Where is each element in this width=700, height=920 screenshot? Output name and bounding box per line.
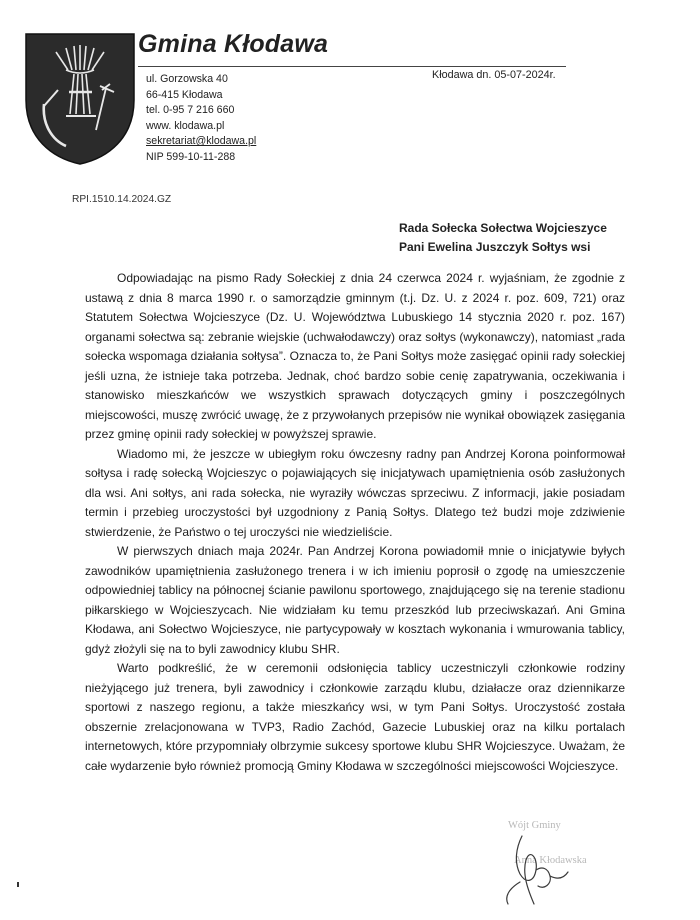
reference-number: RPI.1510.14.2024.GZ [72, 194, 172, 205]
header-divider [138, 66, 566, 67]
body-paragraph: W pierwszych dniach maja 2024r. Pan Andrzej Korona powiadomił mnie o inicjatywie byłych zawodników upamiętnienia zasłużonego trenera i w ich imieniu poprosił o zgodę na umieszczenie odpowiedniej tablicy na północnej ścianie pawilonu sportowego, znajdującego się na terenie stadionu piłkarskiego w Wojcieszycach. Nie widziałam ku temu przeszkód lub przeciwskazań. Ani Gmina Kłodawa, ani Sołectwo Wojcieszyce, nie partycypowały w kosztach wykonania i wmurowania tablicy, gdyż złożyli się na to byli zawodnicy klubu SHR. [85, 544, 625, 656]
address-postcode: 66-415 Kłodawa [146, 88, 223, 101]
address-block [146, 72, 256, 165]
address-email: sekretariat@klodawa.pl [146, 135, 257, 147]
address-nip: NIP 599-10-11-288 [146, 150, 236, 163]
letter-body [85, 269, 625, 776]
page-edge-mark [17, 882, 19, 887]
recipient-line-2: Pani Ewelina Juszczyk Sołtys wsi [399, 240, 591, 254]
body-paragraph: Warto podkreślić, że w ceremonii odsłonięcia tablicy uczestniczyli członkowie rodziny nieżyjącego już trenera, byli zawodnicy i członkowie zarządu klubu, działacze oraz dziennikarze sportowi z naszego regionu, a także mieszkańcy wsi, w tym Pani Sołtys. Uroczystość została obszernie zrelacjonowana w TVP3, Radio Zachód, Gazecie Lubuskiej oraz na kilku portalach internetowych, które przypomniały olbrzymie sukcesy sportowe klubu SHR Wojcieszyce. Uważam, że całe wydarzenie było również promocją Gminy Kłodawa w szczególności miejscowości Wojcieszyce. [85, 661, 625, 773]
address-phone: tel. 0-95 7 216 660 [146, 104, 235, 116]
handwritten-signature [480, 818, 600, 910]
address-street: ul. Gorzowska 40 [146, 73, 228, 85]
signature-stamp-title: Wójt Gminy [508, 820, 561, 831]
org-name: Gmina Kłodawa [138, 30, 329, 58]
address-website: www. klodawa.pl [146, 119, 225, 132]
recipient-line-1: Rada Sołecka Sołectwa Wojcieszyce [399, 221, 607, 235]
coat-of-arms-logo [22, 30, 138, 166]
body-paragraph: Odpowiadając na pismo Rady Sołeckiej z dnia 24 czerwca 2024 r. wyjaśniam, że zgodnie z ustawą z dnia 8 marca 1990 r. o samorządzie gminnym (t.j. Dz. U. z 2024 r. poz. 609, 721) oraz Statutem Sołectwa Wojcieszyce (Dz. U. Województwa Lubuskiego 14 stycznia 2020 r. poz. 167) organami sołectwa są: zebranie wiejskie (uchwałodawczy) oraz sołtys (wykonawczy), natomiast „rada sołecka wspomaga działania sołtysa”. Oznacza to, że Pani Sołtys może zasięgać opinii rady sołeckiej jeśli uzna, że istnieje taka potrzeba. Jednak, choć bardzo sobie cenię zapatrywania, oczekiwania i stanowisko mieszkańców we wszystkich sprawach dotyczących gminy i poszczególnych miejscowości, muszę zwrócić uwagę, że z przywołanych przepisów nie wynikał obowiązek zasięgania przez gminę opinii rady sołeckiej w powyższej sprawie. [85, 271, 625, 441]
letter-date: Kłodawa dn. 05-07-2024r. [432, 69, 556, 81]
body-paragraph: Wiadomo mi, że jeszcze w ubiegłym roku ówczesny radny pan Andrzej Korona poinformował sołtysa i radę sołecką Wojcieszyc o pojawiających się inicjatywach upamiętnienia osób zasłużonych dla wsi. Ani sołtys, ani rada sołecka, nie wyraziły wówczas sprzeciwu. Z informacji, jakie posiadam termin i przebieg uroczystości był uzgodniony z Panią Sołtys. Dlatego też budzi moje zdziwienie stwierdzenie, że Państwo o tej uroczyści nie wiedzieliście. [85, 446, 625, 539]
signature-stamp-name: Anna Kłodawska [514, 855, 587, 866]
recipient-block [399, 219, 607, 257]
